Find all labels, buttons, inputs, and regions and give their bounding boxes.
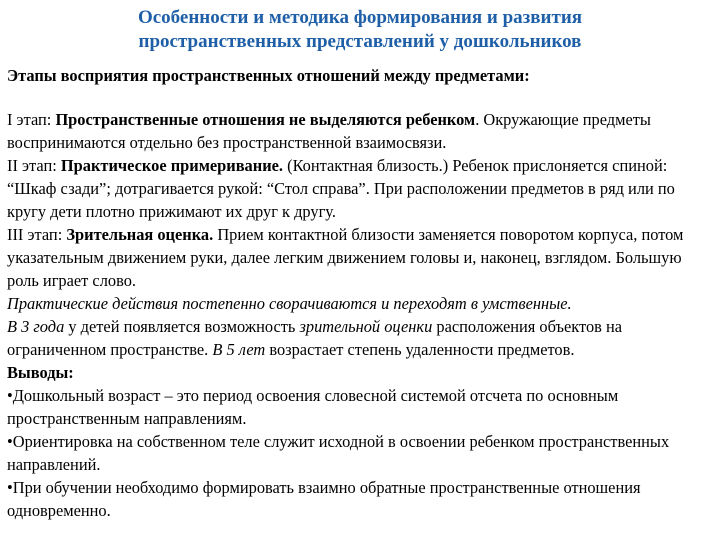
title-line-2: пространственных представлений у дошкольников [138, 31, 582, 52]
conclusion-text: Дошкольный возраст – это период освоения словесной системой отсчета по основным пространственным направлениям. [7, 386, 619, 428]
stage-1-label: I этап: [7, 110, 56, 129]
age-note-text-3: возрастает степень удаленности предметов. [265, 340, 575, 359]
stage-2-label: II этап: [7, 156, 61, 175]
title-line-1: Особенности и методика формирования и развития [137, 7, 583, 28]
bullet-icon: • [7, 478, 13, 497]
conclusion-item [7, 476, 713, 522]
stage-1-bold: Пространственные отношения не выделяются ребенком [55, 110, 476, 129]
conclusions-heading: Выводы: [7, 363, 74, 382]
conclusion-text: При обучении необходимо формировать взаимно обратные пространственные отношения одновременно. [7, 478, 641, 520]
visual-assessment: зрительной оценки [299, 317, 433, 336]
conclusion-item [7, 430, 713, 476]
age-note-text-1: у детей появляется возможность [64, 317, 300, 336]
slide-content [7, 64, 713, 522]
practical-note [7, 292, 713, 315]
stage-2-text: (Контактная близость.) Ребенок прислоняется спиной: “Шкаф сзади”; дотрагивается рукой: “Стол справа”. При расположении предметов в ряд или по кругу дети плотно прижимают их друг к другу. [7, 156, 675, 221]
age-5: В 5 лет [212, 340, 266, 359]
stage-1-text: . Окружающие предметы воспринимаются отдельно без пространственной взаимосвязи. [7, 110, 651, 152]
spacer [7, 87, 713, 108]
stage-2-paragraph [7, 154, 713, 223]
age-3: В 3 года [7, 317, 65, 336]
conclusion-text: Ориентировка на собственном теле служит исходной в освоении ребенком пространственных направлений. [7, 432, 670, 474]
age-note [7, 315, 713, 361]
stage-3-label: III этап: [7, 225, 67, 244]
stage-3-text: Прием контактной близости заменяется поворотом корпуса, потом указательным движением руки, далее легким движением головы и, наконец, взглядом. Большую роль играет слово. [7, 225, 684, 290]
slide-title [60, 6, 660, 54]
bullet-icon: • [7, 386, 13, 405]
bullet-icon: • [7, 432, 13, 451]
section-heading: Этапы восприятия пространственных отношений между предметами: [7, 66, 530, 85]
stage-3-paragraph [7, 223, 713, 292]
stage-3-bold: Зрительная оценка. [66, 225, 214, 244]
stage-1-paragraph [7, 108, 713, 154]
conclusion-item [7, 384, 713, 430]
practical-note-text: Практические действия постепенно сворачиваются и переходят в умственные. [7, 294, 572, 313]
stage-2-bold: Практическое примеривание. [60, 156, 284, 175]
age-note-text-2: расположения объектов на ограниченном пространстве. [7, 317, 623, 359]
